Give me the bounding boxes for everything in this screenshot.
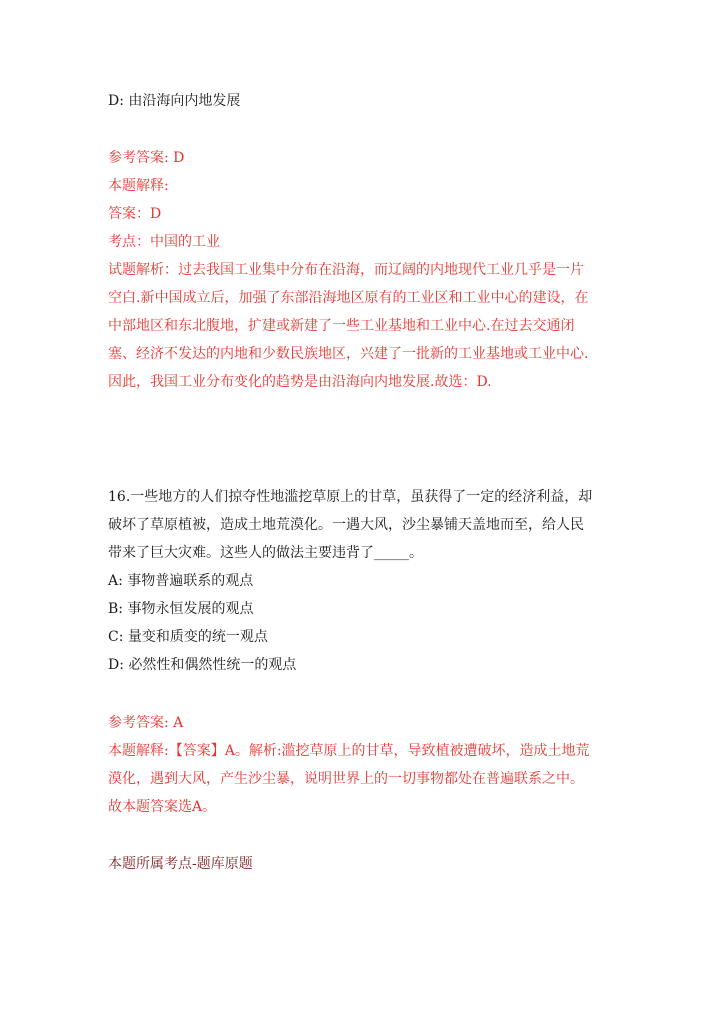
answer-label: 参考答案: A <box>108 715 184 731</box>
explain-line: 漠化，遇到大风，产生沙尘暴，说明世界上的一切事物都处在普遍联系之中。 <box>108 771 584 787</box>
explain-line: 故本题答案选A。 <box>108 799 217 815</box>
explain-line: 本题解释:【答案】A。解析:滥挖草原上的甘草，导致植被遭破坏，造成土地荒 <box>108 743 590 759</box>
analysis-line: 空白.新中国成立后，加强了东部沿海地区原有的工业区和工业中心的建设，在 <box>108 290 589 306</box>
explain-label-prev: 本题解释: <box>108 178 169 194</box>
analysis-line: 塞、经济不发达的内地和少数民族地区，兴建了一批新的工业基地或工业中心. <box>108 346 589 362</box>
analysis-line: 因此，我国工业分布变化的趋势是由沿海向内地发展.故选：D. <box>108 374 492 390</box>
option-d-prev: D: 由沿海向内地发展 <box>108 93 241 109</box>
question-stem-line: 16.一些地方的人们掠夺性地滥挖草原上的甘草，虽获得了一定的经济利益，却 <box>108 489 593 505</box>
analysis-line: 中部地区和东北腹地，扩建或新建了一些工业基地和工业中心.在过去交通闭 <box>108 318 575 334</box>
option-a: A: 事物普遍联系的观点 <box>108 573 254 589</box>
question-stem-line: 破坏了草原植被，造成土地荒漠化。一遇大风，沙尘暴铺天盖地而至，给人民 <box>108 517 584 533</box>
answer-label-prev: 参考答案: D <box>108 150 185 166</box>
answer-line-prev: 答案：D <box>108 206 162 222</box>
option-b: B: 事物永恒发展的观点 <box>108 601 254 617</box>
kaodian-line-prev: 考点：中国的工业 <box>108 234 220 250</box>
option-d: D: 必然性和偶然性统一的观点 <box>108 657 297 673</box>
analysis-line: 试题解析：过去我国工业集中分布在沿海，而辽阔的内地现代工业几乎是一片 <box>108 262 584 278</box>
question-stem-line: 带来了巨大灾难。这些人的做法主要违背了_____。 <box>108 545 423 561</box>
option-c: C: 量变和质变的统一观点 <box>108 629 268 645</box>
source-line: 本题所属考点-题库原题 <box>108 856 253 872</box>
